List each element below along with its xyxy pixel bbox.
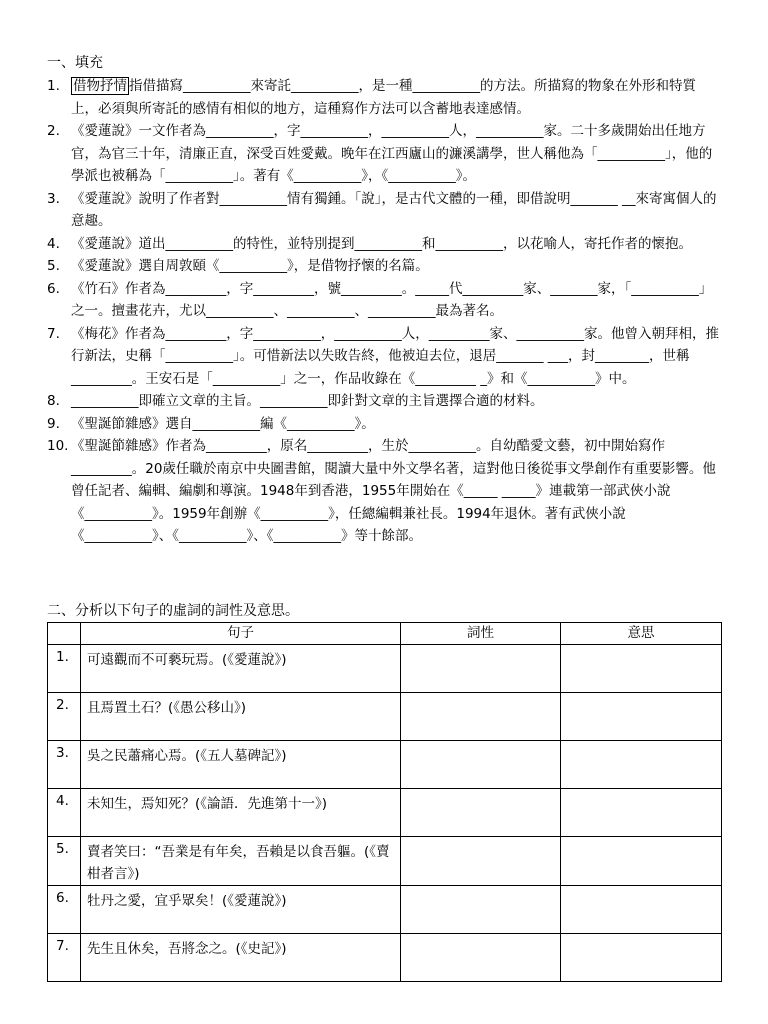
item-number: 3. [47, 190, 60, 207]
section1-title: 一、填充 [47, 55, 103, 71]
fill-item [47, 278, 722, 323]
item-text: 《竹石》作者為_________，字_________，號_________。_____代_________家、_______家，「__________」之一。擅畫花卉，尤以__________、__________、__________最為著名。 [71, 280, 713, 319]
fill-in-list [47, 75, 722, 548]
fill-item [47, 75, 722, 120]
analysis-table [47, 622, 722, 982]
boxed-term: 借物抒情 [73, 78, 127, 94]
fill-item [47, 413, 722, 436]
fill-item [47, 233, 722, 256]
row-sentence: 未知生，焉知死？(《論語．先進第十一》) [81, 789, 401, 837]
part-of-speech-answer-cell[interactable] [401, 741, 561, 789]
item-text: 《梅花》作者為_________，字__________，__________人，_________家、__________家。他曾入朝拜相，推行新法，史稱「__________」。可惜新法以失敗告終，他被迫去位，退居_______ ___，封________，世稱_________。王安石是「__________」之一，作品收錄在《_________ _》和《__________》中。 [71, 325, 719, 387]
header-number [48, 623, 81, 645]
item-number: 2. [47, 123, 60, 139]
item-number: 7. [47, 325, 60, 342]
item-text: __________即確立文章的主旨。__________即針對文章的主旨選擇合適的材料。 [71, 393, 544, 409]
meaning-answer-cell[interactable] [561, 934, 722, 982]
item-text: 《愛蓮說》說明了作者對__________情有獨鍾。「說」，是古代文體的一種，即借說明_______ __來寄寓個人的意趣。 [71, 190, 717, 229]
item-text: 指借描寫__________來寄託__________，是一種__________的方法。所描寫的物象在外形和特質上，必須與所寄託的感情有相似的地方，這種寫作方法可以含蓄地表達感情。 [71, 78, 696, 117]
table-row [48, 645, 722, 693]
row-number: 6. [48, 886, 81, 934]
part-of-speech-answer-cell[interactable] [401, 886, 561, 934]
item-number: 1. [47, 78, 60, 94]
part-of-speech-answer-cell[interactable] [401, 934, 561, 982]
item-text: 《愛蓮說》道出__________的特性，並特別提到__________和__________，以花喻人，寄托作者的懷抱。 [71, 235, 692, 252]
meaning-answer-cell[interactable] [561, 741, 722, 789]
part-of-speech-answer-cell[interactable] [401, 789, 561, 837]
item-number: 5. [47, 258, 60, 274]
item-number: 9. [47, 415, 60, 432]
table-row [48, 934, 722, 982]
row-sentence: 牡丹之愛，宜乎眾矣！(《愛蓮說》) [81, 886, 401, 934]
item-text: 《愛蓮說》選自周敦頤《__________》，是借物抒懷的名篇。 [71, 258, 429, 274]
item-text: 《聖誕節雜感》選自__________編《__________》。 [71, 415, 375, 432]
item-number: 4. [47, 235, 60, 252]
row-number: 3. [48, 741, 81, 789]
part-of-speech-answer-cell[interactable] [401, 693, 561, 741]
meaning-answer-cell[interactable] [561, 789, 722, 837]
part-of-speech-answer-cell[interactable] [401, 645, 561, 693]
row-sentence: 且焉置土石？(《愚公移山》) [81, 693, 401, 741]
item-number: 10. [47, 438, 69, 454]
row-number: 2. [48, 693, 81, 741]
header-meaning: 意思 [561, 623, 722, 645]
row-sentence: 可遠觀而不可褻玩焉。(《愛蓮說》) [81, 645, 401, 693]
item-number: 8. [47, 393, 60, 409]
table-row [48, 837, 722, 886]
header-part-of-speech: 詞性 [401, 623, 561, 645]
row-sentence: 賣者笑曰：“吾業是有年矣，吾賴是以食吾軀。(《賣柑者言》) [81, 837, 401, 886]
table-row [48, 886, 722, 934]
table-row [48, 789, 722, 837]
row-number: 1. [48, 645, 81, 693]
fill-item [47, 390, 722, 413]
meaning-answer-cell[interactable] [561, 837, 722, 886]
item-text: 《聖誕節雜感》作者為_________，原名_________，生於__________。自幼酷愛文藝，初中開始寫作_________。20歲任職於南京中央圖書館，閱讀大量中外文學名著，這對他日後從事文學創作有重要影響。他曾任記者、編輯、編劇和導演。1948年到香港，1955年開始在《_____ _____》連載第一部武俠小說《__________》。1959年創辦《__________》，任總編輯兼社長。1994年退休。著有武俠小說《__________》、《__________》、《__________》等十餘部。 [71, 438, 716, 544]
table-row [48, 741, 722, 789]
header-sentence: 句子 [81, 623, 401, 645]
meaning-answer-cell[interactable] [561, 693, 722, 741]
item-number: 6. [47, 280, 60, 297]
item-text: 《愛蓮說》一文作者為__________，字__________，__________人，__________家。二十多歲開始出任地方官，為官三十年，清廉正直，深受百姓愛戴。晚年在江西廬山的濂溪講學，世人稱他為「__________」，他的學派也被稱為「__________」。著有《__________》，《__________》。 [71, 123, 713, 184]
part-of-speech-answer-cell[interactable] [401, 837, 561, 886]
fill-item [47, 120, 722, 188]
row-number: 4. [48, 789, 81, 837]
row-number: 5. [48, 837, 81, 886]
table-row [48, 693, 722, 741]
fill-item [47, 188, 722, 233]
table-header-row [48, 623, 722, 645]
meaning-answer-cell[interactable] [561, 886, 722, 934]
section2-title: 二、分析以下句子的虛詞的詞性及意思。 [47, 603, 299, 619]
fill-item [47, 323, 722, 391]
fill-item [47, 435, 722, 548]
row-sentence: 吳之民蕭痛心焉。(《五人墓碑記》) [81, 741, 401, 789]
meaning-answer-cell[interactable] [561, 645, 722, 693]
row-sentence: 先生且休矣，吾將念之。(《史記》) [81, 934, 401, 982]
fill-item [47, 255, 722, 278]
row-number: 7. [48, 934, 81, 982]
